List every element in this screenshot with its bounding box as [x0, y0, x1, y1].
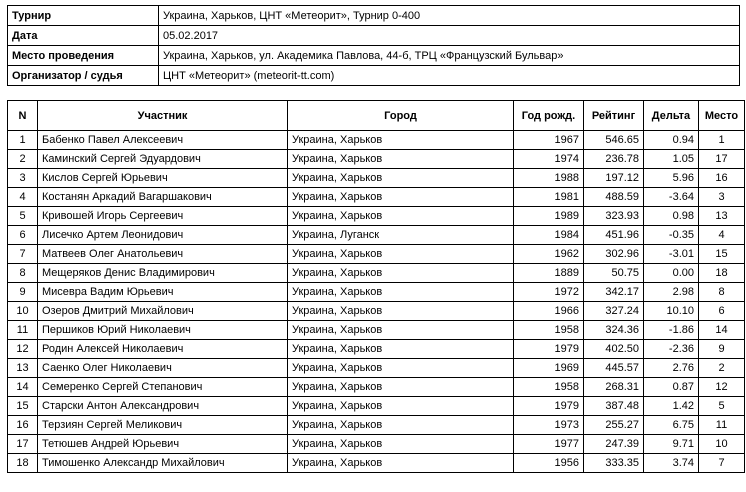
cell-place: 6: [699, 302, 745, 321]
cell-participant: Терзиян Сергей Меликович: [38, 416, 288, 435]
cell-number: 8: [8, 264, 38, 283]
cell-rating: 327.24: [584, 302, 644, 321]
cell-participant: Саенко Олег Николаевич: [38, 359, 288, 378]
cell-participant: Кривошей Игорь Сергеевич: [38, 207, 288, 226]
cell-city: Украина, Харьков: [288, 264, 514, 283]
cell-place: 1: [699, 131, 745, 150]
cell-place: 17: [699, 150, 745, 169]
cell-participant: Мисевра Вадим Юрьевич: [38, 283, 288, 302]
cell-delta: 2.76: [644, 359, 699, 378]
table-row: [8, 283, 745, 302]
info-label: Турнир: [8, 6, 159, 26]
cell-place: 16: [699, 169, 745, 188]
cell-participant: Тетюшев Андрей Юрьевич: [38, 435, 288, 454]
header-city[interactable]: Город: [288, 101, 514, 131]
cell-rating: 236.78: [584, 150, 644, 169]
cell-rating: 323.93: [584, 207, 644, 226]
info-value: Украина, Харьков, ЦНТ «Метеорит», Турнир 0-400: [159, 6, 740, 26]
info-row: [8, 26, 740, 46]
cell-rating: 342.17: [584, 283, 644, 302]
cell-number: 16: [8, 416, 38, 435]
cell-participant: Тимошенко Александр Михайлович: [38, 454, 288, 473]
cell-rating: 445.57: [584, 359, 644, 378]
cell-city: Украина, Харьков: [288, 207, 514, 226]
cell-number: 2: [8, 150, 38, 169]
cell-city: Украина, Харьков: [288, 150, 514, 169]
cell-rating: 546.65: [584, 131, 644, 150]
cell-delta: 5.96: [644, 169, 699, 188]
cell-number: 4: [8, 188, 38, 207]
table-row: [8, 359, 745, 378]
cell-participant: Бабенко Павел Алексеевич: [38, 131, 288, 150]
cell-city: Украина, Харьков: [288, 435, 514, 454]
info-label: Дата: [8, 26, 159, 46]
cell-participant: Лисечко Артем Леонидович: [38, 226, 288, 245]
cell-delta: 6.75: [644, 416, 699, 435]
cell-birth-year: 1977: [514, 435, 584, 454]
cell-rating: 324.36: [584, 321, 644, 340]
cell-rating: 255.27: [584, 416, 644, 435]
info-value: 05.02.2017: [159, 26, 740, 46]
info-row: [8, 66, 740, 86]
info-label: Организатор / судья: [8, 66, 159, 86]
cell-rating: 402.50: [584, 340, 644, 359]
cell-number: 9: [8, 283, 38, 302]
header-participant[interactable]: Участник: [38, 101, 288, 131]
table-row: [8, 321, 745, 340]
cell-delta: 1.42: [644, 397, 699, 416]
cell-city: Украина, Харьков: [288, 454, 514, 473]
table-row: [8, 435, 745, 454]
info-row: [8, 6, 740, 26]
cell-birth-year: 1974: [514, 150, 584, 169]
cell-city: Украина, Харьков: [288, 131, 514, 150]
cell-birth-year: 1967: [514, 131, 584, 150]
cell-rating: 302.96: [584, 245, 644, 264]
table-row: [8, 150, 745, 169]
cell-number: 1: [8, 131, 38, 150]
table-row: [8, 226, 745, 245]
header-delta[interactable]: Дельта: [644, 101, 699, 131]
cell-number: 13: [8, 359, 38, 378]
cell-delta: -1.86: [644, 321, 699, 340]
cell-delta: 0.94: [644, 131, 699, 150]
cell-place: 11: [699, 416, 745, 435]
table-row: [8, 397, 745, 416]
cell-rating: 247.39: [584, 435, 644, 454]
cell-delta: 0.87: [644, 378, 699, 397]
cell-place: 2: [699, 359, 745, 378]
table-row: [8, 188, 745, 207]
cell-birth-year: 1988: [514, 169, 584, 188]
cell-birth-year: 1966: [514, 302, 584, 321]
cell-number: 3: [8, 169, 38, 188]
cell-city: Украина, Харьков: [288, 416, 514, 435]
cell-participant: Озеров Дмитрий Михайлович: [38, 302, 288, 321]
tournament-info-body: [8, 6, 740, 86]
cell-place: 7: [699, 454, 745, 473]
cell-number: 12: [8, 340, 38, 359]
results-table: [7, 100, 745, 473]
cell-delta: -3.64: [644, 188, 699, 207]
cell-delta: -0.35: [644, 226, 699, 245]
table-row: [8, 207, 745, 226]
cell-participant: Костанян Аркадий Вагаршакович: [38, 188, 288, 207]
cell-number: 5: [8, 207, 38, 226]
results-header: [8, 101, 745, 131]
info-label: Место проведения: [8, 46, 159, 66]
cell-number: 15: [8, 397, 38, 416]
cell-participant: Каминский Сергей Эдуардович: [38, 150, 288, 169]
cell-birth-year: 1972: [514, 283, 584, 302]
table-row: [8, 264, 745, 283]
cell-rating: 197.12: [584, 169, 644, 188]
cell-place: 10: [699, 435, 745, 454]
cell-delta: -2.36: [644, 340, 699, 359]
header-rating[interactable]: Рейтинг: [584, 101, 644, 131]
tournament-info-table: [7, 5, 740, 86]
cell-rating: 268.31: [584, 378, 644, 397]
cell-delta: 0.00: [644, 264, 699, 283]
table-row: [8, 340, 745, 359]
info-row: [8, 46, 740, 66]
cell-place: 4: [699, 226, 745, 245]
cell-place: 13: [699, 207, 745, 226]
cell-birth-year: 1958: [514, 378, 584, 397]
cell-birth-year: 1989: [514, 207, 584, 226]
cell-place: 8: [699, 283, 745, 302]
cell-delta: 1.05: [644, 150, 699, 169]
cell-city: Украина, Харьков: [288, 245, 514, 264]
cell-city: Украина, Харьков: [288, 169, 514, 188]
table-row: [8, 245, 745, 264]
cell-city: Украина, Харьков: [288, 397, 514, 416]
cell-city: Украина, Луганск: [288, 226, 514, 245]
cell-rating: 333.35: [584, 454, 644, 473]
header-row: [8, 101, 745, 131]
cell-delta: 3.74: [644, 454, 699, 473]
cell-city: Украина, Харьков: [288, 283, 514, 302]
cell-birth-year: 1984: [514, 226, 584, 245]
cell-participant: Старски Антон Александрович: [38, 397, 288, 416]
cell-birth-year: 1958: [514, 321, 584, 340]
cell-place: 3: [699, 188, 745, 207]
cell-birth-year: 1889: [514, 264, 584, 283]
cell-rating: 387.48: [584, 397, 644, 416]
info-value: Украина, Харьков, ул. Академика Павлова, 44-б, ТРЦ «Французский Бульвар»: [159, 46, 740, 66]
cell-number: 11: [8, 321, 38, 340]
cell-city: Украина, Харьков: [288, 302, 514, 321]
cell-birth-year: 1969: [514, 359, 584, 378]
cell-birth-year: 1979: [514, 397, 584, 416]
cell-participant: Родин Алексей Николаевич: [38, 340, 288, 359]
cell-city: Украина, Харьков: [288, 340, 514, 359]
info-value: ЦНТ «Метеорит» (meteorit-tt.com): [159, 66, 740, 86]
cell-number: 18: [8, 454, 38, 473]
table-row: [8, 169, 745, 188]
cell-place: 12: [699, 378, 745, 397]
cell-delta: -3.01: [644, 245, 699, 264]
table-row: [8, 416, 745, 435]
cell-number: 6: [8, 226, 38, 245]
table-row: [8, 302, 745, 321]
cell-city: Украина, Харьков: [288, 321, 514, 340]
cell-place: 9: [699, 340, 745, 359]
cell-delta: 0.98: [644, 207, 699, 226]
cell-birth-year: 1956: [514, 454, 584, 473]
cell-place: 14: [699, 321, 745, 340]
cell-participant: Першиков Юрий Николаевич: [38, 321, 288, 340]
cell-birth-year: 1979: [514, 340, 584, 359]
cell-birth-year: 1981: [514, 188, 584, 207]
cell-rating: 488.59: [584, 188, 644, 207]
cell-number: 10: [8, 302, 38, 321]
results-body: [8, 131, 745, 473]
cell-number: 7: [8, 245, 38, 264]
cell-participant: Кислов Сергей Юрьевич: [38, 169, 288, 188]
cell-city: Украина, Харьков: [288, 359, 514, 378]
cell-participant: Мещеряков Денис Владимирович: [38, 264, 288, 283]
cell-birth-year: 1962: [514, 245, 584, 264]
cell-participant: Семеренко Сергей Степанович: [38, 378, 288, 397]
cell-delta: 9.71: [644, 435, 699, 454]
cell-participant: Матвеев Олег Анатольевич: [38, 245, 288, 264]
header-number[interactable]: N: [8, 101, 38, 131]
table-row: [8, 131, 745, 150]
table-row: [8, 378, 745, 397]
cell-place: 18: [699, 264, 745, 283]
cell-rating: 451.96: [584, 226, 644, 245]
header-place[interactable]: Место: [699, 101, 745, 131]
cell-birth-year: 1973: [514, 416, 584, 435]
table-row: [8, 454, 745, 473]
cell-place: 15: [699, 245, 745, 264]
cell-city: Украина, Харьков: [288, 378, 514, 397]
cell-delta: 10.10: [644, 302, 699, 321]
cell-number: 14: [8, 378, 38, 397]
cell-delta: 2.98: [644, 283, 699, 302]
header-birth-year[interactable]: Год рожд.: [514, 101, 584, 131]
cell-number: 17: [8, 435, 38, 454]
cell-place: 5: [699, 397, 745, 416]
cell-rating: 50.75: [584, 264, 644, 283]
cell-city: Украина, Харьков: [288, 188, 514, 207]
